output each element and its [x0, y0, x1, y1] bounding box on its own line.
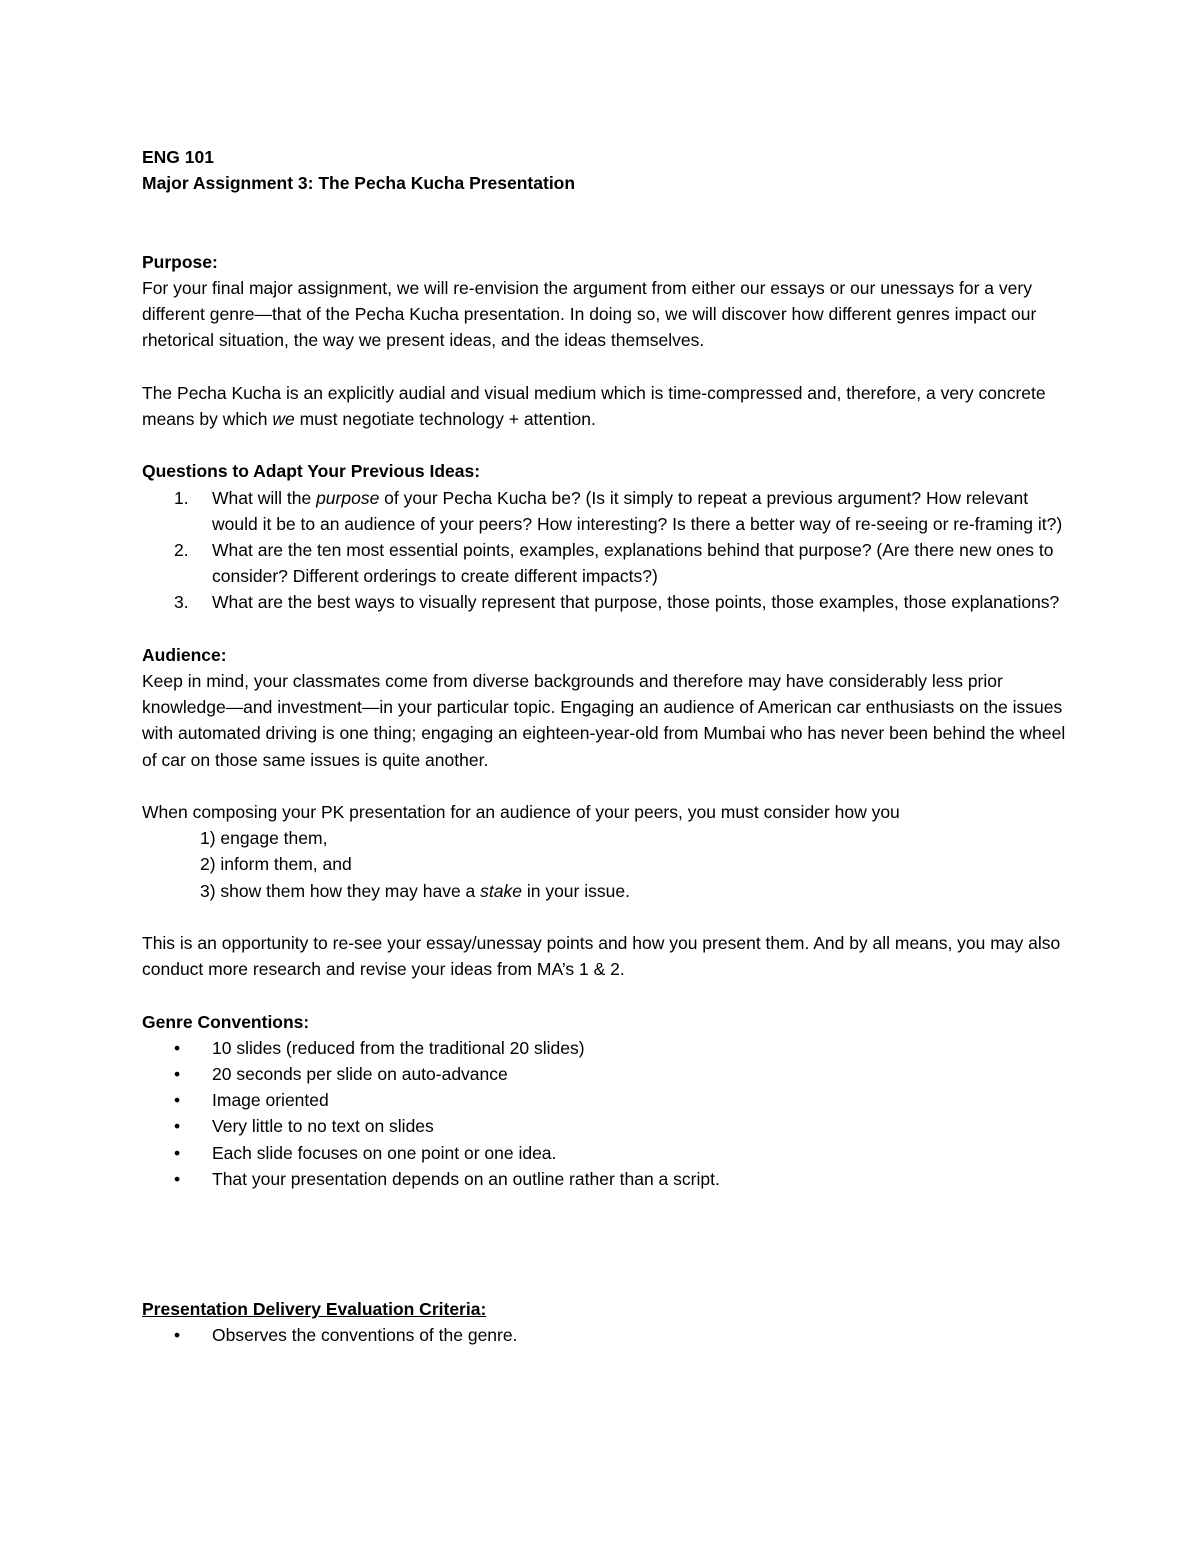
purpose-heading: Purpose: — [142, 251, 218, 272]
question-text: What are the best ways to visually represent that purpose, those points, those examples, those explanations? — [212, 592, 1060, 613]
question-item — [142, 537, 1067, 589]
audience-paragraph: Keep in mind, your classmates come from diverse backgrounds and therefore may have considerably less prior knowledge—and investment—in your particular topic. Engaging an audience of American car enthusiasts on the issues with automated driving is one thing; engaging an eighteen-year-old from Mumbai who has never been behind the wheel of car on those same issues is quite another. — [142, 670, 1066, 770]
genre-item-text: Very little to no text on slides — [212, 1116, 434, 1137]
audience-step: 1) engage them, — [200, 828, 328, 849]
genre-list — [142, 1035, 1067, 1192]
evaluation-heading: Presentation Delivery Evaluation Criteria: — [142, 1299, 487, 1320]
genre-item — [142, 1087, 1067, 1113]
question-emphasis: purpose — [316, 487, 380, 508]
audience-heading: Audience: — [142, 644, 227, 665]
question-item — [142, 485, 1067, 537]
pecha-kucha-text-b: must negotiate technology + attention. — [294, 408, 596, 429]
questions-heading: Questions to Adapt Your Previous Ideas: — [142, 461, 481, 482]
spacer — [142, 354, 1067, 380]
audience-step-text-a: 3) show them how they may have a — [200, 880, 481, 901]
spacer — [142, 1270, 1067, 1296]
spacer — [142, 196, 1067, 222]
spacer — [142, 904, 1067, 930]
document-page — [142, 144, 1067, 1349]
genre-item-text: That your presentation depends on an outline rather than a script. — [212, 1168, 720, 1189]
question-text-b: of your Pecha Kucha be? (Is it simply to repeat a previous argument? How relevant would it be to an audience of your peers? How interesting? Is there a better way of re-seeing or re-framing it?) — [212, 487, 1063, 534]
audience-step: 2) inform them, and — [200, 854, 352, 875]
genre-item-text: Image oriented — [212, 1090, 329, 1111]
question-text: What are the ten most essential points, examples, explanations behind that purpose? (Are there new ones to consider? Different orderings to create different impacts?) — [212, 539, 1054, 587]
question-text-a: What will the — [212, 487, 317, 508]
audience-steps — [142, 825, 1067, 904]
pecha-kucha-text-a: The Pecha Kucha is an explicitly audial and visual medium which is time-compressed and, therefore, a very concrete means by which — [142, 382, 1046, 429]
composing-paragraph: When composing your PK presentation for an audience of your peers, you must consider how you — [142, 801, 900, 822]
evaluation-item — [142, 1322, 1067, 1348]
spacer — [142, 1192, 1067, 1270]
bullet-icon: • — [174, 1142, 181, 1163]
purpose-paragraph: For your final major assignment, we will re-envision the argument from either our essays or our unessays for a very different genre—that of the Pecha Kucha presentation. In doing so, we will discover how different genres impact our rhetorical situation, the way we present ideas, and the ideas themselves. — [142, 277, 1037, 351]
genre-item-text: Each slide focuses on one point or one idea. — [212, 1142, 557, 1163]
question-item — [142, 589, 1067, 615]
question-number: 3. — [174, 592, 189, 613]
evaluation-list — [142, 1322, 1067, 1348]
bullet-icon: • — [174, 1168, 181, 1189]
question-number: 1. — [174, 487, 189, 508]
spacer — [142, 982, 1067, 1008]
audience-step — [142, 878, 1067, 904]
bullet-icon: • — [174, 1037, 181, 1058]
genre-heading: Genre Conventions: — [142, 1011, 310, 1032]
genre-item-text: 10 slides (reduced from the traditional 20 slides) — [212, 1037, 585, 1058]
evaluation-item-text: Observes the conventions of the genre. — [212, 1325, 518, 1346]
course-code: ENG 101 — [142, 147, 214, 167]
genre-item — [142, 1061, 1067, 1087]
bullet-icon: • — [174, 1063, 181, 1084]
spacer — [142, 616, 1067, 642]
genre-item-text: 20 seconds per slide on auto-advance — [212, 1063, 508, 1084]
spacer — [142, 432, 1067, 458]
genre-item — [142, 1113, 1067, 1139]
assignment-title: Major Assignment 3: The Pecha Kucha Presentation — [142, 173, 576, 194]
bullet-icon: • — [174, 1090, 181, 1111]
genre-item — [142, 1035, 1067, 1061]
bullet-icon: • — [174, 1116, 181, 1137]
bullet-icon: • — [174, 1325, 181, 1346]
questions-list — [142, 485, 1067, 616]
opportunity-paragraph: This is an opportunity to re-see your essay/unessay points and how you present them. And by all means, you may also conduct more research and revise your ideas from MA’s 1 & 2. — [142, 932, 1061, 980]
genre-item — [142, 1140, 1067, 1166]
spacer — [142, 773, 1067, 799]
spacer — [142, 223, 1067, 249]
question-number: 2. — [174, 539, 189, 560]
pecha-kucha-emphasis: we — [272, 408, 295, 429]
pecha-kucha-paragraph — [142, 380, 1067, 432]
genre-item — [142, 1166, 1067, 1192]
audience-step-emphasis: stake — [480, 880, 522, 901]
audience-step-text-b: in your issue. — [521, 880, 630, 901]
